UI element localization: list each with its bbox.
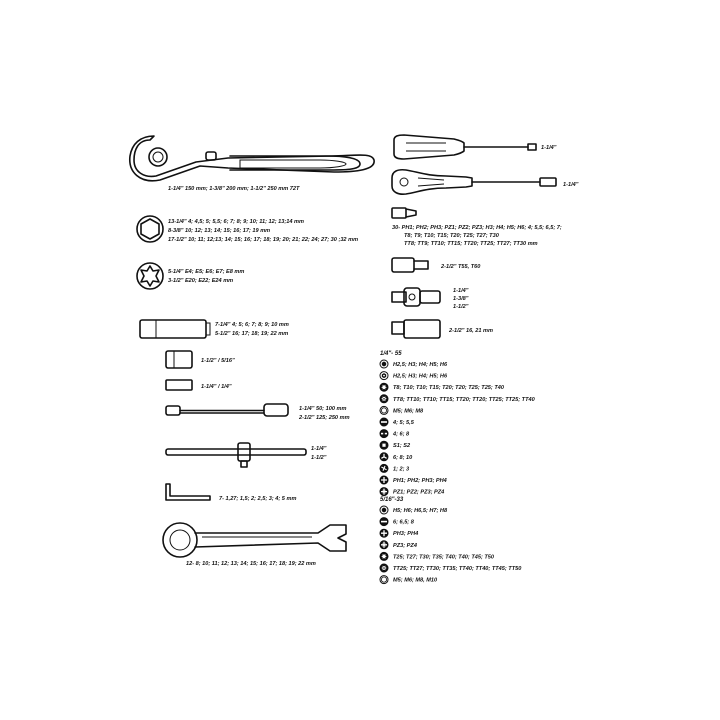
bit-quarter-row (380, 360, 448, 368)
bits-quarter-header: 1/4"- 55 (380, 351, 402, 357)
bit-quarter-row (380, 453, 413, 461)
slotted-icon (380, 518, 388, 526)
bit-quarter-label: 6; 8; 10 (393, 454, 413, 461)
deep-socket-icon (140, 320, 210, 338)
universal-joint-label-2: 1-3/8" (453, 296, 469, 302)
bit-quarter-label: M5; M6; M8 (393, 408, 424, 415)
bits-quarter-list (380, 360, 536, 496)
spline-icon (380, 406, 388, 414)
bit-five-sixteenth-label: PH3; PH4 (393, 531, 419, 538)
hex-socket-label-1: 13-1/4" 4; 4,5; 5; 5,5; 6; 7; 8; 9; 10; 11; 12; 13;14 mm (168, 219, 304, 225)
bits-label-2: T8; T9; T10; T15; T20; T25; T27; T30 (404, 233, 499, 239)
square-icon (380, 441, 388, 449)
deep-socket-label-2: 5-1/2" 16; 17; 18; 19; 22 mm (215, 331, 289, 337)
bit-quarter-label: TT8; TT10; TT10; TT15; TT20; TT20; TT25; TT25; TT40 (393, 396, 535, 403)
t-handle-icon (166, 443, 306, 467)
screwdriver-label: 1-1/4" (563, 182, 579, 188)
bits-five-sixteenth-list (380, 506, 522, 584)
bit-quarter-label: 4; 6; 8 (393, 431, 410, 438)
bit-five-sixteenth-row (380, 518, 415, 526)
torx-tamper-icon (380, 564, 388, 572)
bit-five-sixteenth-label: T25; T27; T30; T35; T40; T40; T45; T50 (393, 554, 495, 561)
extension-label-2: 2-1/2" 125; 250 mm (299, 415, 350, 421)
bit-quarter-label: H2,5; H3; H4; H5; H6 (393, 362, 448, 368)
t-handle-label-2: 1-1/2" (311, 455, 327, 461)
spark-plug-socket-icon (166, 351, 192, 368)
slotted-icon (380, 418, 388, 426)
bit-quarter-row (380, 418, 415, 426)
t-handle-label-1: 1-1/4" (311, 446, 327, 452)
ratchet-label: 1-1/4" 150 mm; 1-3/8" 200 mm; 1-1/2" 250 mm 72T (168, 186, 300, 192)
hex-socket-icon (137, 216, 163, 242)
ratchet-icon (130, 136, 374, 181)
pozidriv-icon (380, 541, 388, 549)
screwdriver-icon (392, 170, 556, 194)
bit-five-sixteenth-label: 6; 6,5; 8 (393, 519, 414, 526)
bit-quarter-row (380, 464, 410, 472)
torx-socket-label-2: 3-1/2" E20; E22; E24 mm (168, 278, 234, 284)
hex-key-icon (166, 484, 210, 500)
spark-plug-socket-label: 1-1/2" / 5/16" (201, 358, 235, 364)
torx-socket-label-1: 5-1/4" E4; E5; E6; E7; E8 mm (168, 269, 245, 275)
bit-five-sixteenth-row (380, 576, 438, 584)
torx-tamper-icon (380, 395, 388, 403)
universal-joint-label-1: 1-1/4" (453, 288, 469, 294)
bits-five-sixteenth-header: 5/16"-33 (380, 497, 404, 503)
phillips-icon (380, 476, 388, 484)
pozidriv-icon (380, 488, 388, 496)
torx-icon (380, 383, 388, 391)
bit-five-sixteenth-row (380, 541, 418, 549)
bit-quarter-label: S1; S2 (393, 443, 411, 450)
universal-joint-icon (392, 288, 440, 306)
slot-gap-icon (380, 430, 388, 438)
phillips-icon (380, 529, 388, 537)
bits-label-3: TT8; TT9; TT10; TT15; TT20; TT25; TT27; TT30 mm (404, 241, 538, 247)
bit-quarter-label: T8; T10; T10; T15; T20; T20; T25; T25; T40 (393, 385, 504, 392)
bit-socket-icon (392, 320, 440, 338)
bit-five-sixteenth-row (380, 564, 522, 572)
extension-bar-icon (166, 404, 288, 416)
hex-dot-icon (380, 372, 388, 380)
bit-quarter-label: PH1; PH2; PH3; PH4 (393, 478, 447, 484)
bit-five-sixteenth-label: PZ3; PZ4 (393, 542, 417, 549)
bit-five-sixteenth-label: TT25; TT27; TT30; TT35; TT40; TT40; TT45; TT50 (393, 566, 522, 572)
wrench-label: 12- 8; 10; 11; 12; 13; 14; 15; 16; 17; 18; 19; 22 mm (186, 561, 316, 567)
bit-quarter-label: H2,5; H3; H4; H5; H6 (393, 373, 448, 380)
bit-quarter-row (380, 372, 448, 380)
bit-five-sixteenth-row (380, 506, 448, 514)
bit-quarter-row (380, 430, 410, 438)
bit-quarter-label: 4; 5; 5,5 (393, 420, 414, 426)
bit-quarter-label: 1; 2; 3 (393, 466, 410, 473)
torq-set-icon (380, 464, 388, 472)
bit-quarter-row (380, 476, 448, 484)
bit-five-sixteenth-label: H5; H6; H6,5; H7; H8 (393, 508, 448, 514)
bit-five-sixteenth-label: M5; M6; M8, M10 (393, 577, 438, 584)
bit-five-sixteenth-row (380, 552, 495, 560)
universal-joint-label-3: 1-1/2" (453, 304, 469, 310)
torx-icon (380, 552, 388, 560)
hex-icon (380, 360, 388, 368)
socket-bits-label: 2-1/2" T55, T60 (441, 264, 481, 270)
bit-quarter-row (380, 488, 445, 496)
tri-wing-icon (380, 453, 388, 461)
adapter-label: 1-1/4" / 1/4" (201, 384, 232, 390)
bit-quarter-row (380, 441, 411, 449)
bit-five-sixteenth-row (380, 529, 419, 537)
hex-socket-label-2: 8-3/8" 10; 12; 13; 14; 15; 16; 17; 19 mm (168, 228, 271, 234)
spline-icon (380, 576, 388, 584)
hex-socket-label-3: 17-1/2" 10; 11; 12;13; 14; 15; 16; 17; 18; 19; 20; 21; 22; 24; 27; 30 ;32 mm (168, 237, 359, 243)
adapter-icon (166, 380, 192, 390)
combination-wrench-icon (163, 523, 346, 557)
extension-label-1: 1-1/4" 50; 100 mm (299, 406, 347, 412)
bit-quarter-row (380, 406, 424, 414)
bit-quarter-row (380, 383, 505, 391)
bits-label-1: 30- PH1; PH2; PH3; PZ1; PZ2; PZ3; H3; H4; H5; H6; 4; 5,5; 6,5; 7; (392, 225, 562, 231)
hex-icon (380, 506, 388, 514)
socket-bit-icon (392, 258, 428, 272)
deep-socket-label-1: 7-1/4" 4; 5; 6; 7; 8; 9; 10 mm (215, 322, 289, 328)
bit-quarter-row (380, 395, 536, 403)
bit-quarter-label: PZ1; PZ2; PZ3; PZ4 (393, 489, 445, 496)
torx-socket-icon (137, 263, 163, 289)
bit-sockets-label: 2-1/2" 16, 21 mm (449, 328, 494, 334)
bit-holder-driver-icon (394, 135, 536, 159)
hex-key-label: 7- 1,27; 1,5; 2; 2,5; 3; 4; 5 mm (219, 496, 297, 502)
bit-icon (392, 208, 416, 218)
bit-holder-driver-label: 1-1/4" (541, 145, 557, 151)
